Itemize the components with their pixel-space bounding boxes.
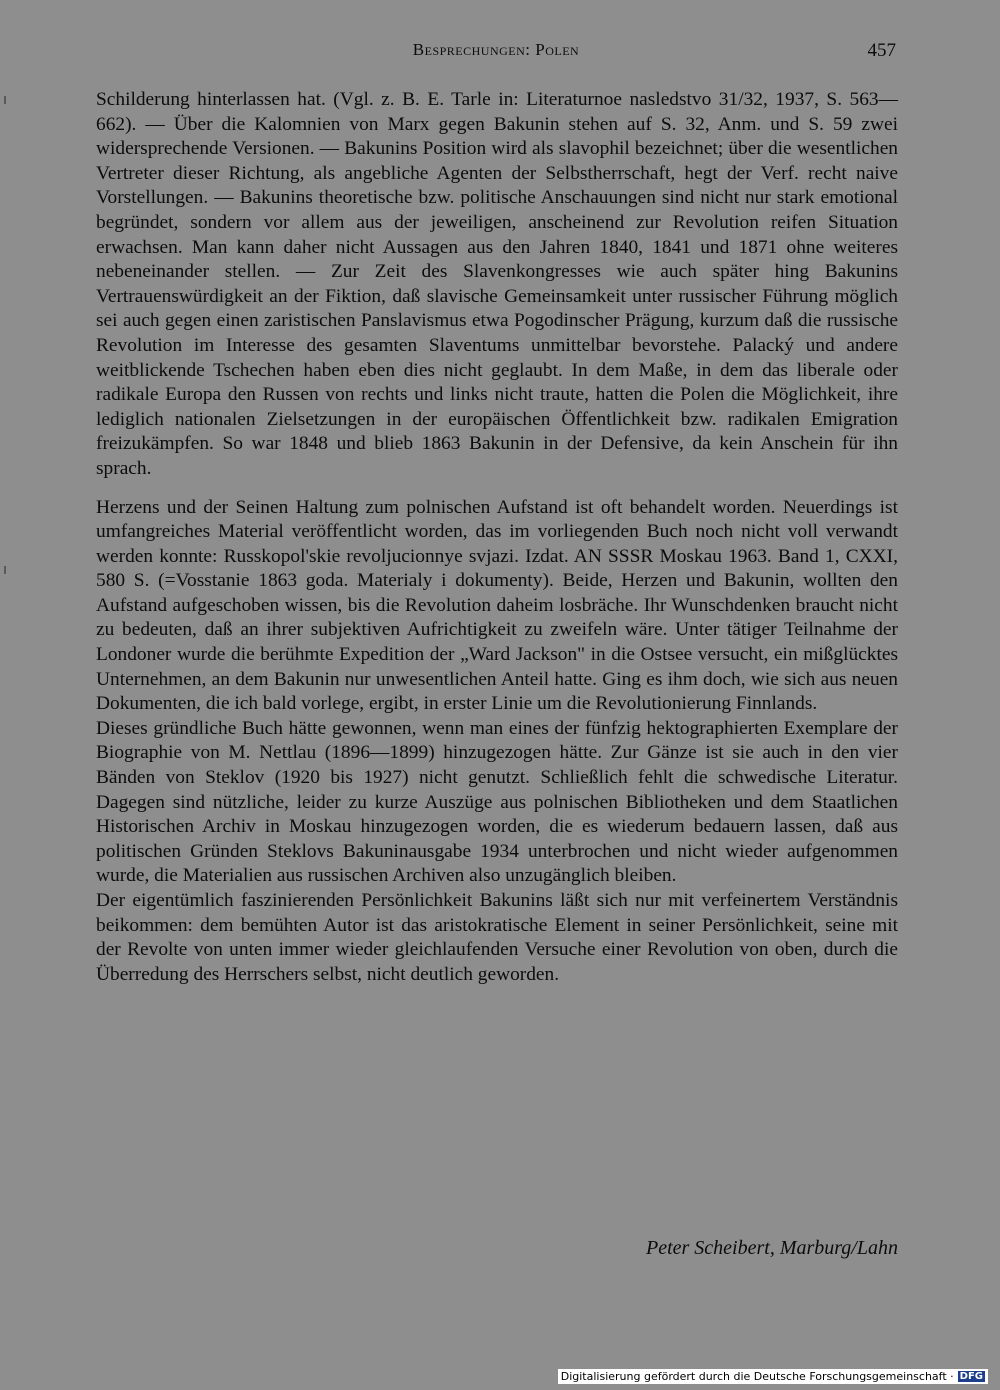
paragraph-spacer xyxy=(96,482,898,496)
scan-artifact xyxy=(4,96,6,104)
reviewer-signature: Peter Scheibert, Marburg/Lahn xyxy=(645,1237,898,1259)
footer-text: Digitalisierung gefördert durch die Deutsche Forschungsgemeinschaft · xyxy=(560,1370,954,1383)
page-number: 457 xyxy=(867,40,896,61)
page-header xyxy=(96,40,896,68)
paragraph: Der eigentümlich faszinierenden Persönlichkeit Bakunins läßt sich nur mit verfeinertem Verständnis beikommen: dem bemühten Autor ist das aristokratische Element in seiner Persönlichkeit, seine mit der Revolte von unten immer wieder gleichlaufenden Versuche einer Revolution von oben, durch die Überredung des Herrschers selbst, nicht deutlich geworden. xyxy=(96,890,898,985)
article-body xyxy=(96,88,898,987)
digitization-footer xyxy=(558,1369,988,1384)
paragraph: Dieses gründliche Buch hätte gewonnen, wenn man eines der fünfzig hektographierten Exemplare der Biographie von M. Nettlau (1896—1899) hinzugezogen hätte. Zur Gänze ist sie auch in den vier Bänden von Steklov (1920 bis 1927) nicht genutzt. Schließlich fehlt die schwedische Literatur. Dagegen sind nützliche, leider zu kurze Auszüge aus polnischen Bibliotheken und dem Staatlichen Historischen Archiv in Moskau hinzugezogen worden, die es wiederum bedauern lassen, daß aus politischen Gründen Steklovs Bakuninausgabe 1934 unterbrochen und nicht wieder aufgenommen wurde, die Materialien aus russischen Archiven also unzugänglich bleiben. xyxy=(96,717,898,887)
dfg-logo-icon: DFG xyxy=(959,1371,983,1382)
running-title: Besprechungen: Polen xyxy=(412,40,580,59)
scan-artifact xyxy=(4,566,6,574)
paragraph: Herzens und der Seinen Haltung zum polnischen Aufstand ist oft behandelt worden. Neuerdings ist umfangreiches Material veröffentlicht worden, das im vorliegenden Buch noch nicht voll verwandt werden konnte: Russkopol'skie revoljucionnye svjazi. Izdat. AN SSSR Moskau 1963. Band 1, CXXI, 580 S. (=Vosstanie 1863 goda. Materialy i dokumenty). Beide, Herzen und Bakunin, wollten den Aufstand aufgeschoben wissen, bis die Revolution daheim losbräche. Ihr Wunschdenken braucht nicht zu bedeuten, daß an ihrer subjektiven Aufrichtigkeit zu zweifeln wäre. Unter tätiger Teilnahme der Londoner wurde die berühmte Expedition der „Ward Jackson" in die Ostsee versucht, ein mißglücktes Unternehmen, an dem Bakunin nur unwesentlichen Anteil hatte. Ging es ihm doch, wie sich aus neuen Dokumenten, die ich bald vorlege, ergibt, in erster Linie um die Revolutionierung Finnlands. xyxy=(96,496,898,715)
paragraph: Schilderung hinterlassen hat. (Vgl. z. B. E. Tarle in: Literaturnoe nasledstvo 31/32, 1937, S. 563—662). — Über die Kalomnien von Marx gegen Bakunin stehen auf S. 32, Anm. und S. 59 zwei widersprechende Versionen. — Bakunins Position wird als slavophil bezeichnet; über die wesentlichen Vertreter dieser Richtung, als angebliche Agenten der Selbstherrschaft, hegt der Verf. recht naive Vorstellungen. — Bakunins theoretische bzw. politische Anschauungen sind nicht nur stark emotional begründet, sondern vor allem aus der jeweiligen, anscheinend zur Revolution reifen Situation erwachsen. Man kann daher nicht Aussagen aus den Jahren 1840, 1841 und 1871 ohne weiteres nebeneinander stellen. — Zur Zeit des Slavenkongresses wie auch später hing Bakunins Vertrauenswürdigkeit an der Fiktion, daß slavische Gemeinsamkeit unter russischer Führung möglich sei auch gegen einen zaristischen Panslavismus etwa Pogodinscher Prägung, kurzum daß die russische Revolution im Interesse des gesamten Slaventums unmittelbar bevorstehe. Palacký und andere weitblickende Tschechen haben eben dies nicht geglaubt. In dem Maße, in dem das liberale oder radikale Europa den Russen von rechts und links nicht traute, hatten die Polen die Möglichkeit, ihre lediglich nationalen Zielsetzungen in der europäischen Öffentlichkeit bzw. radikalen Emigration freizukämpfen. So war 1848 und blieb 1863 Bakunin in der Defensive, da kein Anschein für ihn sprach. xyxy=(96,89,898,479)
